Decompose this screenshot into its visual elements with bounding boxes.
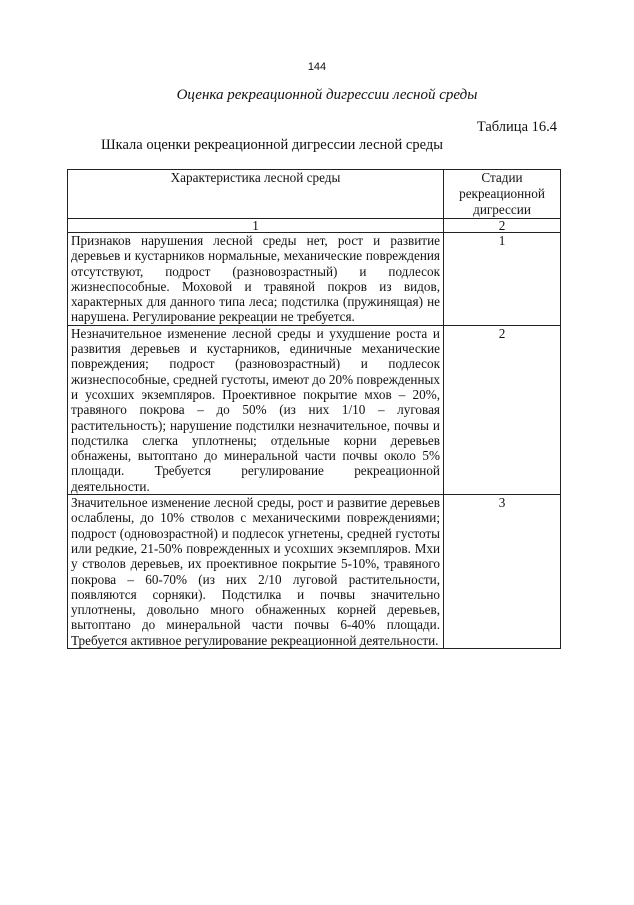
table-row [68,495,561,649]
column-header-characteristic: Характеристика лесной среды [68,170,444,219]
page-number: 144 [307,61,327,73]
table-caption: Шкала оценки рекреационной дигрессии лесной среды [101,137,443,153]
row-description: Незначительное изменение лесной среды и ухудшение роста и развития деревьев и кустарников, единичные механические повреждения; подрост (разновозрастный) и подлесок жизнеспособные, средней густоты, имеют до 20% поврежденных и усохших экземпляров. Проективное покрытие мхов – 20%, травяного покрова – до 50% (из них 1/10 – луговая растительность); нарушение подстилки незначительное, почвы и подстилка слегка уплотнены; отдельные корни деревьев обнажены, вытоптано до минеральной части почвы около 5% площади. Требуется регулирование рекреационной деятельности. [68,325,444,494]
row-description: Значительное изменение лесной среды, рост и развитие деревьев ослаблены, до 10% стволов с механическими повреждениями; подрост (одновозрастной) и подлесок угнетены, средней густоты или редкие, 21-50% поврежденных и усохших экземпляров. Мхи у стволов деревьев, их проективное покрытие 5-10%, травяного покрова – 60-70% (из них 2/10 луговой растительности, появляются сорняки). Подстилка и почвы значительно уплотнены, довольно много обнаженных корней деревьев, вытоптано до минеральной части почвы 6-40% площади. Требуется активное регулирование рекреационной деятельности. [68,495,444,649]
table-row [68,233,561,326]
table-number: Таблица 16.4 [476,119,557,135]
row-stage: 3 [444,495,561,649]
column-number-row [68,219,561,233]
column-number-1: 1 [68,219,444,233]
column-number-2: 2 [444,219,561,233]
table-header-row [68,170,561,219]
section-title: Оценка рекреационной дигрессии лесной среды [176,87,478,103]
row-stage: 1 [444,233,561,326]
table-row [68,325,561,494]
row-stage: 2 [444,325,561,494]
row-description: Признаков нарушения лесной среды нет, рост и развитие деревьев и кустарников нормальные, механические повреждения отсутствуют, подрост (разновозрастный) и подлесок жизнеспособные. Моховой и травяной покров из видов, характерных для данного типа леса; подстилка (пружинящая) не нарушена. Регулирование рекреации не требуется. [68,233,444,326]
recreation-digression-table [67,169,561,649]
column-header-stage: Стадии рекреационной дигрессии [444,170,561,219]
